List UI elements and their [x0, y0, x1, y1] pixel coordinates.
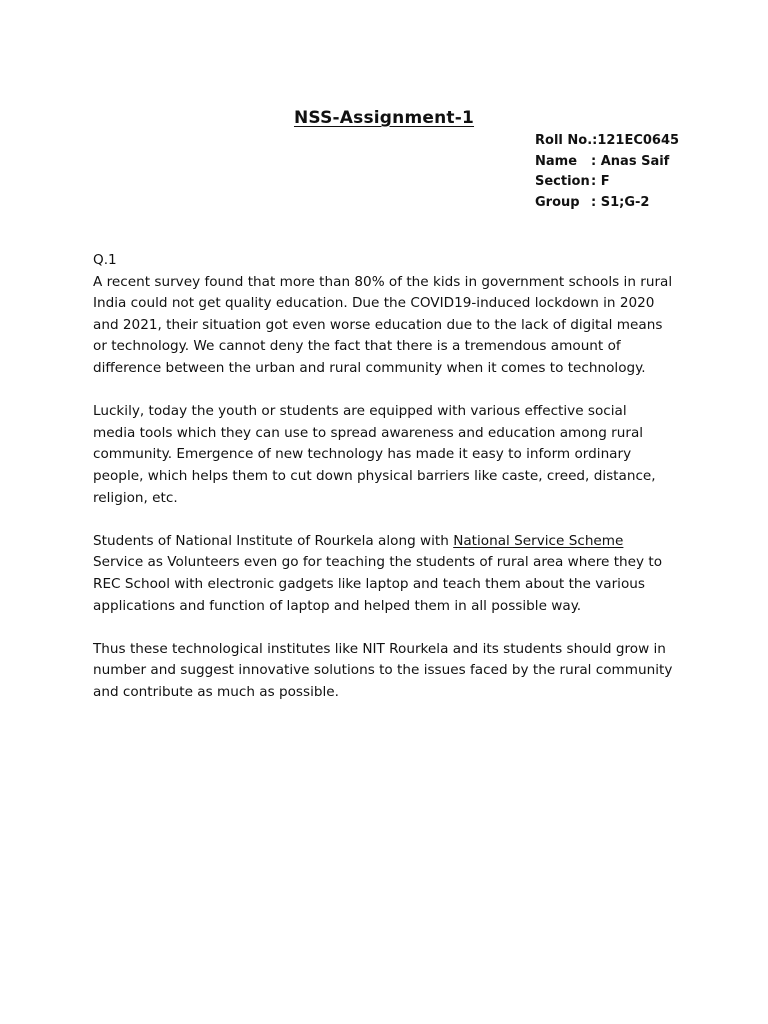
paragraph-4: Thus these technological institutes like NIT Rourkela and its students should grow in number and suggest innovative solutions to the issues faced by the rural community and contribute as much as possible.	[93, 640, 673, 700]
student-details	[535, 131, 679, 213]
group-value: : S1;G-2	[591, 194, 650, 210]
group-label: Group	[535, 194, 580, 210]
name-row	[535, 152, 679, 173]
answer-body	[93, 250, 673, 703]
roll-number-row	[535, 131, 679, 152]
paragraph-3-end: Service as Volunteers even go for teaching the students of rural area where they to REC School with electronic gadgets like laptop and teach them about the various applications and function of laptop and helped them in all possible way.	[93, 554, 663, 614]
paragraph-3-start: Students of National Institute of Rourkela along with	[93, 532, 454, 549]
name-label: Name	[535, 153, 578, 169]
section-value: : F	[591, 174, 610, 189]
roll-number-value: 121EC0645	[597, 133, 680, 148]
section-label: Section	[535, 174, 590, 189]
nss-link[interactable]: National Service Scheme	[453, 532, 624, 549]
paragraph-3	[93, 531, 673, 617]
group-row	[535, 193, 679, 214]
paragraph-spacer	[93, 380, 673, 402]
section-row	[535, 172, 679, 193]
roll-number-label: Roll No.:	[535, 133, 598, 148]
document-title: NSS-Assignment-1	[293, 108, 475, 128]
paragraph-spacer	[93, 509, 673, 531]
paragraph-spacer	[93, 617, 673, 639]
paragraph-1: A recent survey found that more than 80% of the kids in government schools in rural India could not get quality education. Due the COVID19-induced lockdown in 2020 and 2021, their situation got even worse education due to the lack of digital means or technology. We cannot deny the fact that there is a tremendous amount of difference between the urban and rural community when it comes to technology.	[93, 273, 673, 376]
paragraph-2: Luckily, today the youth or students are equipped with various effective social media tools which they can use to spread awareness and education among rural community. Emergence of new technology has made it easy to inform ordinary people, which helps them to cut down physical barriers like caste, creed, distance, religion, etc.	[93, 403, 656, 506]
name-value: : Anas Saif	[591, 153, 670, 169]
question-label: Q.1	[93, 252, 117, 268]
